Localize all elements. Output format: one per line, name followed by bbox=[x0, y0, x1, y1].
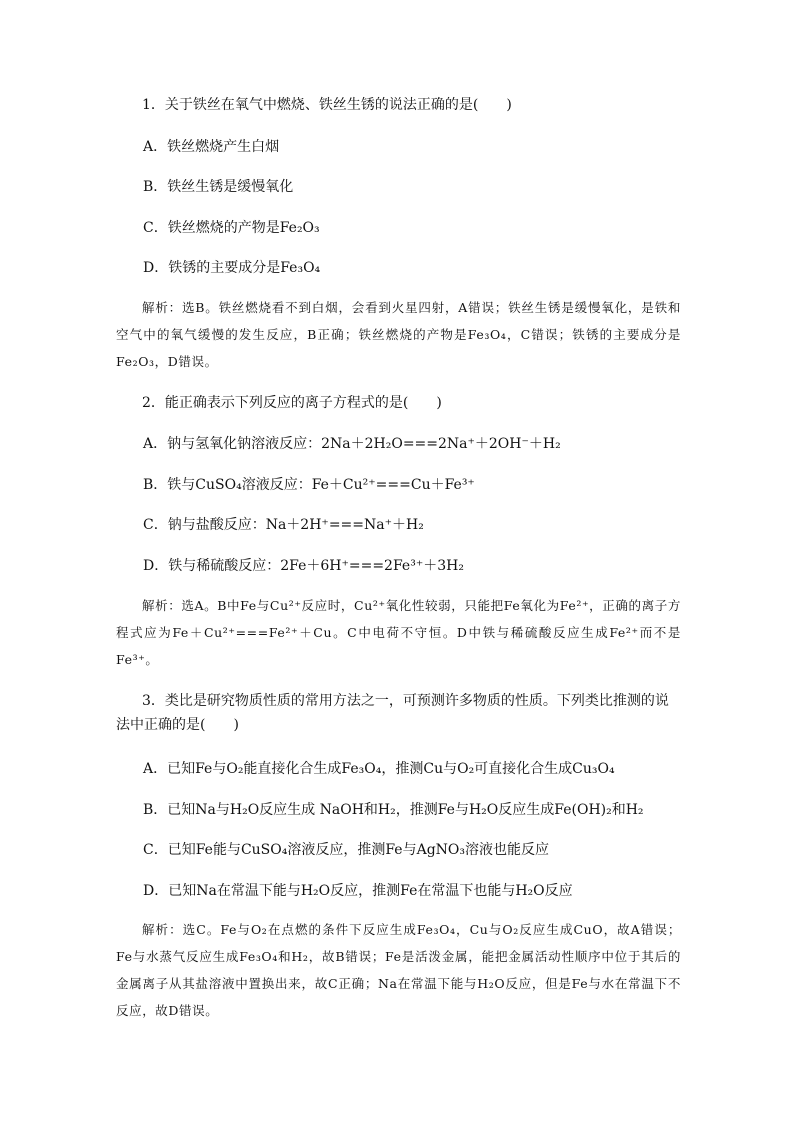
question-3-option-b: B．已知Na与H₂O反应生成 NaOH和H₂，推测Fe与H₂O反应生成Fe(OH)₂和H₂ bbox=[143, 802, 644, 818]
question-2-analysis: 解析：选A。B中Fe与Cu²⁺反应时，Cu²⁺氧化性较弱，只能把Fe氧化为Fe²⁺，正确的离子方程式应为Fe＋Cu²⁺===Fe²⁺＋Cu。C中电荷不守恒。D中铁与稀硫酸反应生成Fe²⁺而不是Fe³⁺。 bbox=[116, 598, 681, 667]
question-1-option-d: D．铁锈的主要成分是Fe₃O₄ bbox=[143, 260, 321, 276]
question-1-option-b: B．铁丝生锈是缓慢氧化 bbox=[143, 179, 294, 195]
question-3-stem: 3．类比是研究物质性质的常用方法之一，可预测许多物质的性质。下列类比推测的说法中正确的是( ) bbox=[116, 693, 669, 733]
question-2-stem: 2．能正确表示下列反应的离子方程式的是( ) bbox=[142, 395, 442, 411]
question-2-option-d: D．铁与稀硫酸反应：2Fe＋6H⁺===2Fe³⁺＋3H₂ bbox=[143, 558, 464, 574]
question-2-option-c: C．钠与盐酸反应：Na＋2H⁺===Na⁺＋H₂ bbox=[143, 517, 424, 533]
question-3-analysis: 解析：选C。Fe与O₂在点燃的条件下反应生成Fe₃O₄，Cu与O₂反应生成CuO，故A错误；Fe与水蒸气反应生成Fe₃O₄和H₂，故B错误；Fe是活泼金属，能把金属活动性顺序中位于其后的金属离子从其盐溶液中置换出来，故C正确；Na在常温下能与H₂O反应，但是Fe与水在常温下不反应，故D错误。 bbox=[116, 922, 681, 1018]
question-1-option-c: C．铁丝燃烧的产物是Fe₂O₃ bbox=[143, 220, 320, 236]
question-1-stem: 1．关于铁丝在氧气中燃烧、铁丝生锈的说法正确的是( ) bbox=[142, 97, 512, 113]
question-3-option-c: C．已知Fe能与CuSO₄溶液反应，推测Fe与AgNO₃溶液也能反应 bbox=[143, 842, 549, 858]
question-2-option-a: A．钠与氢氧化钠溶液反应：2Na＋2H₂O===2Na⁺＋2OH⁻＋H₂ bbox=[143, 436, 561, 452]
question-1-option-a: A．铁丝燃烧产生白烟 bbox=[143, 139, 280, 155]
question-2-option-b: B．铁与CuSO₄溶液反应：Fe＋Cu²⁺===Cu＋Fe³⁺ bbox=[143, 477, 475, 493]
question-1-analysis: 解析：选B。铁丝燃烧看不到白烟，会看到火星四射，A错误；铁丝生锈是缓慢氧化，是铁和空气中的氧气缓慢的发生反应，B正确；铁丝燃烧的产物是Fe₃O₄，C错误；铁锈的主要成分是Fe₂O₃，D错误。 bbox=[116, 300, 681, 369]
question-3-option-d: D．已知Na在常温下能与H₂O反应，推测Fe在常温下也能与H₂O反应 bbox=[143, 883, 573, 899]
question-3-option-a: A．已知Fe与O₂能直接化合生成Fe₃O₄，推测Cu与O₂可直接化合生成Cu₃O₄ bbox=[143, 761, 615, 777]
